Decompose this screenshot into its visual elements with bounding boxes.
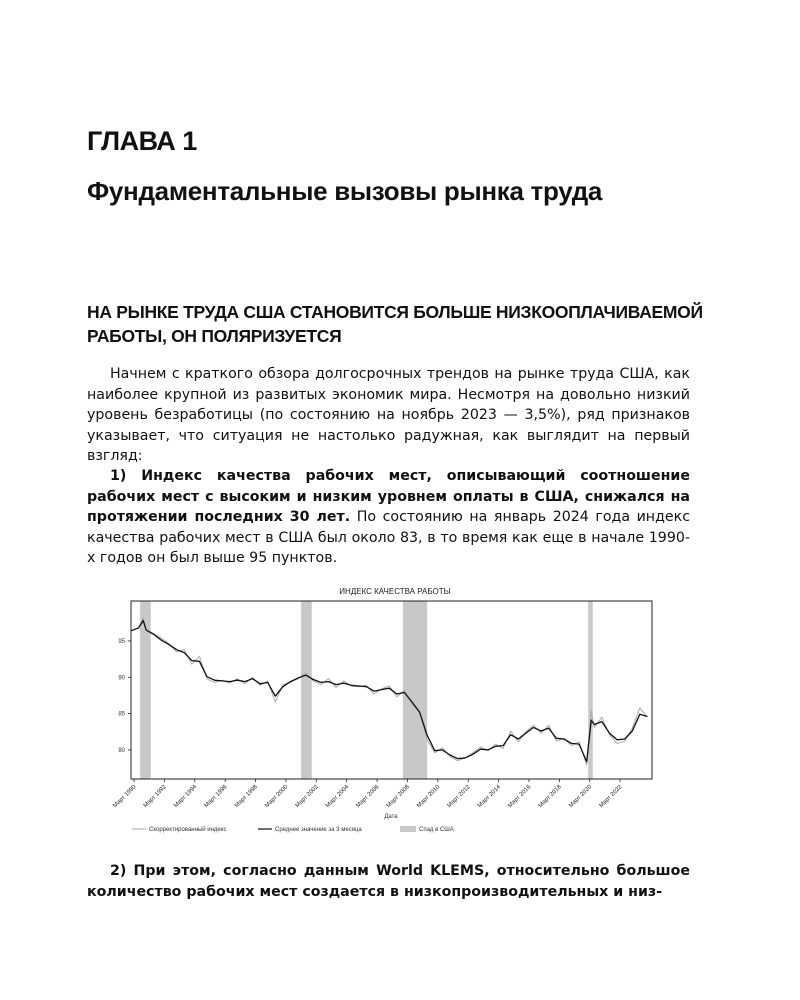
paragraph-intro-text: Начнем с краткого обзора долгосрочных трендов на рынке труда США, как наиболее крупной из развитых экономик мира. Несмотря на довольно низкий уровень безработицы (по состоянию на ноябрь 2023 — 3,5%), ряд признаков указывает, что ситуация не настолько радужная, как выглядит на первый взгляд: <box>87 366 690 465</box>
x-tick-label: Март 2006 <box>355 784 381 810</box>
x-tick-label: Март 2008 <box>385 784 411 810</box>
chart-svg <box>100 583 660 843</box>
paragraph-point-2-bold: 2) При этом, согласно данным World KLEMS, относительно большое количество рабочих мест создается в низкопроизводительных и низ- <box>87 863 690 900</box>
x-tick-label: Март 1990 <box>112 784 138 810</box>
x-tick-label: Март 2020 <box>568 784 594 810</box>
chapter-title: Фундаментальные вызовы рынка труда <box>87 176 603 206</box>
y-tick-label: 85 <box>118 711 125 718</box>
recession-band <box>301 602 312 779</box>
x-tick-label: Март 2012 <box>446 784 472 810</box>
x-tick-label: Март 1996 <box>203 784 229 810</box>
y-tick-label: 90 <box>118 675 125 682</box>
y-tick-label: 80 <box>118 747 125 754</box>
chart-title: ИНДЕКС КАЧЕСТВА РАБОТЫ <box>339 587 451 596</box>
x-tick-label: Март 2004 <box>325 784 351 810</box>
x-tick-label: Март 1998 <box>233 784 259 810</box>
paragraph-point-1-bold: 1) Индекс качества рабочих мест, описывающий соотношение рабочих мест с высоким и низким уровнем оплаты в США, снижался на протяжении последних 30 лет. <box>87 468 690 526</box>
y-tick-label: 95 <box>118 638 125 645</box>
series-lines <box>131 618 647 766</box>
x-tick-label: Март 1994 <box>173 784 199 810</box>
x-tick-label: Март 2002 <box>294 784 320 810</box>
recession-band <box>588 602 593 779</box>
legend-label-recession: Спад в США <box>419 827 454 833</box>
x-tick-label: Март 2018 <box>537 784 563 810</box>
legend-label-adjusted: Скорректированный индекс <box>149 827 227 833</box>
paragraph-point-1 <box>87 466 690 569</box>
recession-bands <box>140 602 593 779</box>
job-quality-chart <box>100 583 660 843</box>
x-tick-label: Март 1992 <box>142 784 168 810</box>
section-heading: НА РЫНКЕ ТРУДА США СТАНОВИТСЯ БОЛЬШЕ НИЗКООПЛАЧИВАЕМОЙ РАБОТЫ, ОН ПОЛЯРИЗУЕТСЯ <box>87 302 703 346</box>
chapter-label: ГЛАВА 1 <box>87 126 197 156</box>
x-axis-label: Дата <box>384 814 398 820</box>
x-tick-label: Март 2000 <box>264 784 290 810</box>
chart-legend <box>132 826 454 833</box>
legend-label-average: Среднее значение за 3 месяца <box>275 827 362 833</box>
y-axis <box>118 639 131 754</box>
series-line-3-month-average <box>131 621 647 762</box>
paragraph-point-1-text: По состоянию на январь 2024 года индекс качества рабочих мест в США был около 83, в то время как еще в начале 1990-х годов он был выше 95 пунктов. <box>87 509 690 567</box>
x-tick-label: Март 2022 <box>598 784 624 810</box>
x-tick-label: Март 2010 <box>416 784 442 810</box>
recession-band <box>403 602 427 779</box>
x-tick-label: Март 2014 <box>476 784 503 810</box>
paragraph-intro <box>87 364 690 467</box>
x-axis <box>112 779 624 809</box>
paragraph-point-2 <box>87 861 690 902</box>
x-tick-label: Март 2016 <box>507 784 533 810</box>
legend-swatch-recession <box>400 826 416 832</box>
